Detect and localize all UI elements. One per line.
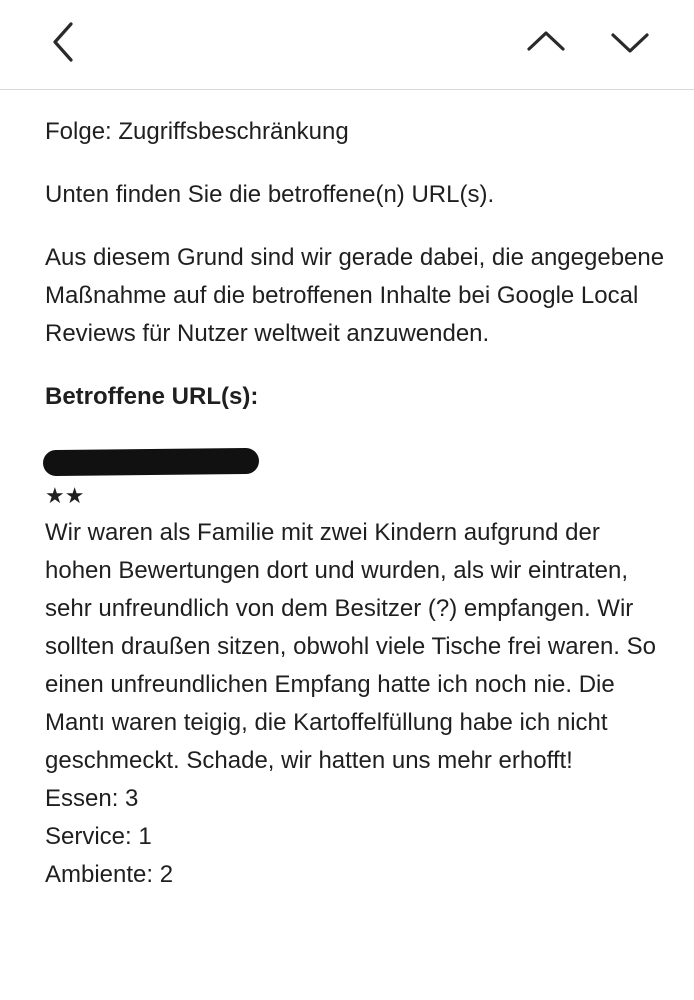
reason-paragraph: Aus diesem Grund sind wir gerade dabei, die angegebene Maßnahme auf die betroffenen Inhalte bei Google Local Reviews für Nutzer weltweit anzuwenden. (45, 244, 665, 347)
message-body (45, 113, 665, 894)
star-rating: ★★ (45, 483, 85, 508)
review-text: Wir waren als Familie mit zwei Kindern aufgrund der hohen Bewertungen dort und wurden, als wir eintraten, sehr unfreundlich von dem Besitzer (?) empfangen. Wir sollten draußen sitzen, obwohl viele Tische frei waren. So einen unfreundlichen Empfang hatte ich noch nie. Die Mantı waren teigig, die Kartoffelfüllung habe ich nicht geschmeckt. Schade, wir hatten uns mehr erhofft! (45, 519, 656, 774)
chevron-down-icon (608, 27, 652, 57)
affected-urls-heading: Betroffene URL(s): (45, 383, 259, 410)
top-toolbar (0, 0, 694, 90)
chevron-up-icon (524, 27, 568, 57)
rating-service: Service: 1 (45, 823, 152, 850)
redacted-url (43, 448, 259, 476)
previous-message-button[interactable] (522, 20, 570, 64)
rating-ambiente: Ambiente: 2 (45, 861, 174, 888)
intro-line: Unten finden Sie die betroffene(n) URL(s). (45, 181, 495, 208)
rating-essen: Essen: 3 (45, 785, 139, 812)
back-button[interactable] (40, 20, 88, 64)
consequence-line: Folge: Zugriffsbeschränkung (45, 118, 349, 145)
next-message-button[interactable] (606, 20, 654, 64)
chevron-left-icon (49, 20, 79, 64)
